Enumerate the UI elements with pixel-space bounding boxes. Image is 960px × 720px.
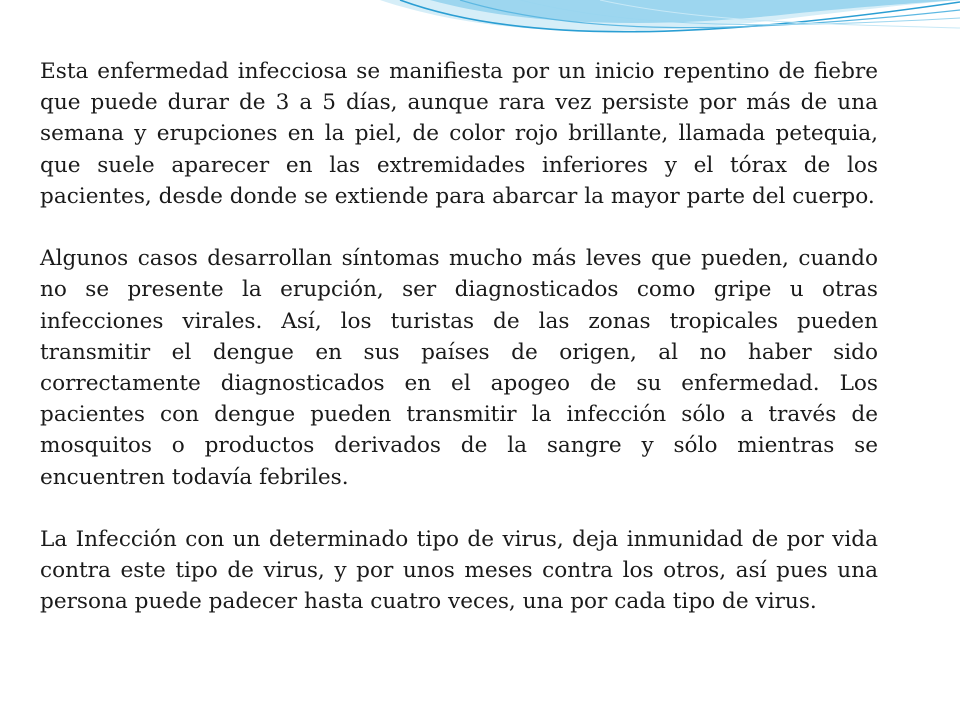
paragraph-1: Esta enfermedad infecciosa se manifiesta por un inicio repentino de fiebre que puede durar de 3 a 5 días, aunque rara vez persiste por más de una semana y erupciones en la piel, de color rojo brillante, llamada petequia, que suele aparecer en las extremidades inferiores y el tórax de los pacientes, desde donde se extiende para abarcar la mayor parte del cuerpo. <box>40 59 878 209</box>
slide-body <box>40 56 878 618</box>
paragraph-3: La Infección con un determinado tipo de virus, deja inmunidad de por vida contra este tipo de virus, y por unos meses contra los otros, así pues una persona puede padecer hasta cuatro veces, una por cada tipo de virus. <box>40 527 878 615</box>
paragraph-2: Algunos casos desarrollan síntomas mucho más leves que pueden, cuando no se presente la erupción, ser diagnosticados como gripe u otras infecciones virales. Así, los turistas de las zonas tropicales pueden transmitir el dengue en sus países de origen, al no haber sido correctamente diagnosticados en el apogeo de su enfermedad. Los pacientes con dengue pueden transmitir la infección sólo a través de mosquitos o productos derivados de la sangre y sólo mientras se encuentren todavía febriles. <box>40 246 878 490</box>
